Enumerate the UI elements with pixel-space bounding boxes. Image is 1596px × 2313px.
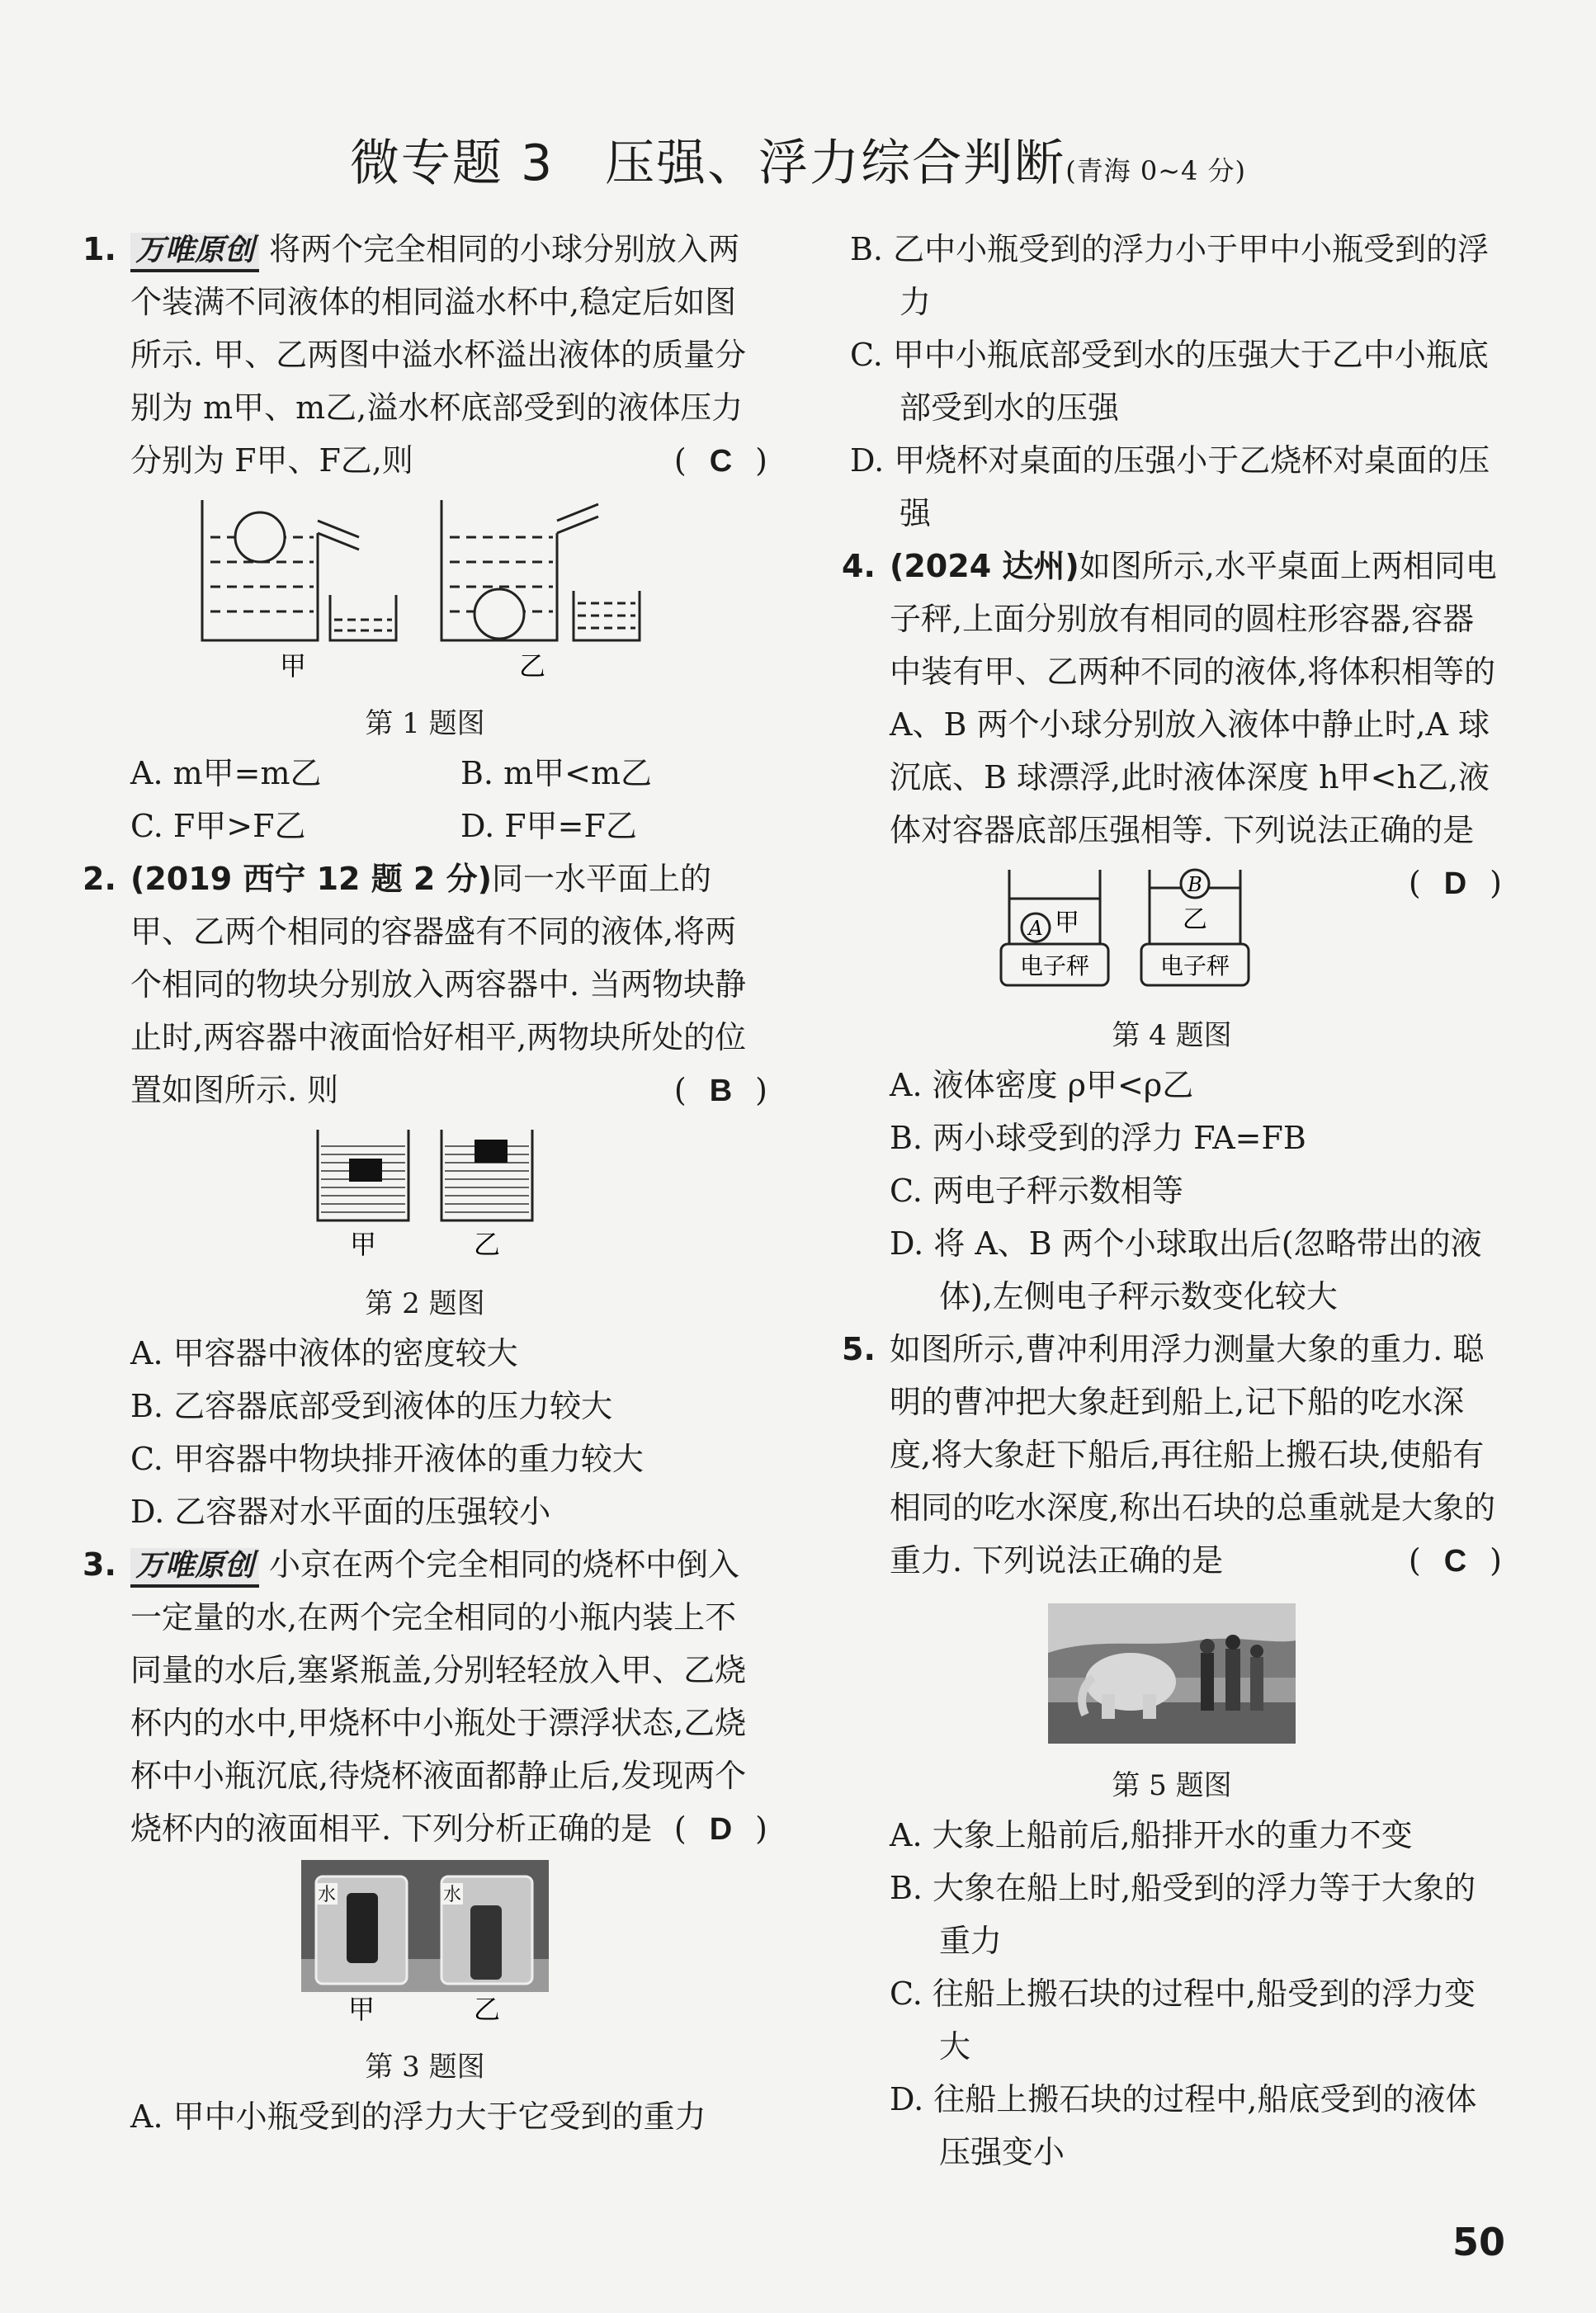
question-text: 将两个完全相同的小球分别放入两个装满不同液体的相同溢水杯中,稳定后如图所示. 甲、乙两图中溢水杯溢出液体的质量分别为 m甲、m乙,溢水杯底部受到的液体压力分别为 F甲、F乙,则 [130, 231, 747, 479]
figure-label: 乙 [473, 1229, 501, 1260]
question-3 [83, 1538, 767, 2143]
answer-value: B [709, 1074, 733, 1108]
options [130, 2090, 767, 2143]
figure-label: 乙 [1183, 905, 1208, 934]
scale-label: 电子秤 [1160, 952, 1230, 979]
figure-label: 甲 [349, 1229, 377, 1260]
question-text: 同一水平面上的甲、乙两个相同的容器盛有不同的液体,将两个相同的物块分别放入两容器中. 当两物块静止时,两容器中液面恰好相平,两物块所处的位置如图所示. 则 [130, 861, 747, 1108]
figure-5 [842, 1603, 1502, 1759]
answer-slot: ( C ) [1408, 1542, 1502, 1579]
question-number: 2. [83, 861, 116, 897]
scales-diagram [985, 861, 1265, 994]
option-c: C. 往船上搬石块的过程中,船受到的浮力变大 [890, 1975, 1476, 2065]
overflow-cups-diagram [194, 492, 656, 682]
title-text: 微专题 3 压强、浮力综合判断 [349, 135, 1066, 192]
question-2 [83, 852, 767, 1538]
ball-label: A [1028, 917, 1044, 940]
elephant-illustration [1048, 1603, 1296, 1744]
brand-badge: 万唯原创 [130, 233, 259, 272]
figure-1 [83, 492, 767, 697]
option-b: B. 乙中小瓶受到的浮力小于甲中小瓶受到的浮力 [850, 231, 1490, 320]
option-d: D. 将 A、B 两个小球取出后(忽略带出的液体),左侧电子秤示数变化较大 [890, 1225, 1482, 1315]
answer-slot: ( D ) [673, 1810, 767, 1847]
option-b: B. m甲<m乙 [460, 755, 652, 791]
figure-label: 甲 [279, 650, 307, 682]
figure-caption: 第 4 题图 [1112, 1019, 1232, 1052]
answer-slot: ( C ) [673, 442, 767, 479]
figure-3 [83, 1860, 767, 2041]
option-b: B. 两小球受到的浮力 FA=FB [890, 1120, 1306, 1156]
answer-slot: ( D ) [1408, 865, 1502, 901]
question-number: 4. [842, 548, 876, 584]
options [130, 747, 767, 852]
question-number: 1. [83, 231, 116, 267]
option-a: A. m甲=m乙 [130, 755, 322, 791]
title-subtitle: (青海 0~4 分) [1065, 155, 1247, 186]
answer-value: D [1443, 866, 1467, 901]
options [890, 1809, 1502, 2178]
option-b: B. 乙容器底部受到液体的压力较大 [130, 1388, 613, 1424]
question-3-options-continued [850, 223, 1502, 540]
option-d: D. 往船上搬石块的过程中,船底受到的液体压强变小 [890, 2081, 1477, 2170]
ball-label: B [1188, 873, 1203, 896]
option-a: A. 大象上船前后,船排开水的重力不变 [890, 1817, 1413, 1853]
question-source: (2024 达州) [890, 548, 1079, 584]
figure-caption: 第 1 题图 [365, 707, 485, 740]
option-c: C. 两电子秤示数相等 [890, 1173, 1183, 1209]
page-title [0, 124, 1596, 195]
answer-value: C [1443, 1544, 1467, 1579]
scale-label: 电子秤 [1020, 952, 1090, 979]
containers-diagram [309, 1121, 541, 1262]
photo-label: 水 [442, 1885, 462, 1905]
beakers-photo [301, 1860, 549, 2025]
question-number: 3. [83, 1546, 116, 1583]
figure-label: 甲 [1055, 909, 1080, 937]
question-1 [83, 223, 767, 852]
option-a: A. 液体密度 ρ甲<ρ乙 [890, 1067, 1194, 1103]
option-c: C. 甲容器中物块排开液体的重力较大 [130, 1441, 644, 1477]
page-number: 50 [1452, 2220, 1505, 2264]
question-4 [842, 540, 1502, 1323]
option-d: D. F甲=F乙 [460, 808, 637, 844]
option-c: C. F甲>F乙 [130, 808, 306, 844]
answer-slot: ( B ) [673, 1072, 767, 1108]
figure-label: 乙 [473, 1994, 501, 2025]
question-text: 小京在两个完全相同的烧杯中倒入一定量的水,在两个完全相同的小瓶内装上不同量的水后,塞紧瓶盖,分别轻轻放入甲、乙烧杯内的水中,甲烧杯中小瓶处于漂浮状态,乙烧杯中小瓶沉底,待烧杯液面都静止后,发现两个烧杯内的液面相平. 下列分析正确的是 [130, 1546, 747, 1847]
answer-value: D [709, 1812, 733, 1847]
option-c: C. 甲中小瓶底部受到水的压强大于乙中小瓶底部受到水的压强 [850, 337, 1489, 426]
answer-value: C [709, 444, 733, 479]
figure-caption: 第 5 题图 [1112, 1769, 1232, 1802]
figure-label: 甲 [347, 1994, 375, 2025]
photo-label: 水 [317, 1885, 337, 1905]
figure-caption: 第 2 题图 [365, 1287, 485, 1320]
question-text: 如图所示,曹冲利用浮力测量大象的重力. 聪明的曹冲把大象赶到船上,记下船的吃水深度,将大象赶下船后,再往船上搬石块,使船有相同的吃水深度,称出石块的总重就是大象的重力. 下列说法正确的是 [890, 1331, 1496, 1579]
left-column [83, 223, 767, 2143]
option-d: D. 乙容器对水平面的压强较小 [130, 1494, 551, 1530]
question-text: 如图所示,水平桌面上两相同电子秤,上面分别放有相同的圆柱形容器,容器中装有甲、乙两种不同的液体,将体积相等的 A、B 两个小球分别放入液体中静止时,A 球沉底、B 球漂浮,此时液体深度 h甲<h乙,液体对容器底部压强相等. 下列说法正确的是 [890, 548, 1497, 848]
options [130, 1327, 767, 1538]
option-a: A. 甲中小瓶受到的浮力大于它受到的重力 [130, 2098, 706, 2135]
question-5 [842, 1323, 1502, 2178]
figure-caption: 第 3 题图 [365, 2051, 485, 2084]
question-number: 5. [842, 1331, 876, 1367]
question-source: (2019 西宁 12 题 2 分) [130, 861, 492, 897]
figure-label: 乙 [518, 650, 546, 682]
options [890, 1059, 1502, 1323]
figure-2 [83, 1121, 767, 1277]
right-column [842, 223, 1502, 2178]
figure-4 [842, 861, 1502, 1009]
option-d: D. 甲烧杯对桌面的压强小于乙烧杯对桌面的压强 [850, 442, 1490, 531]
option-b: B. 大象在船上时,船受到的浮力等于大象的重力 [890, 1870, 1476, 1959]
brand-badge: 万唯原创 [130, 1548, 259, 1588]
option-a: A. 甲容器中液体的密度较大 [130, 1335, 518, 1371]
